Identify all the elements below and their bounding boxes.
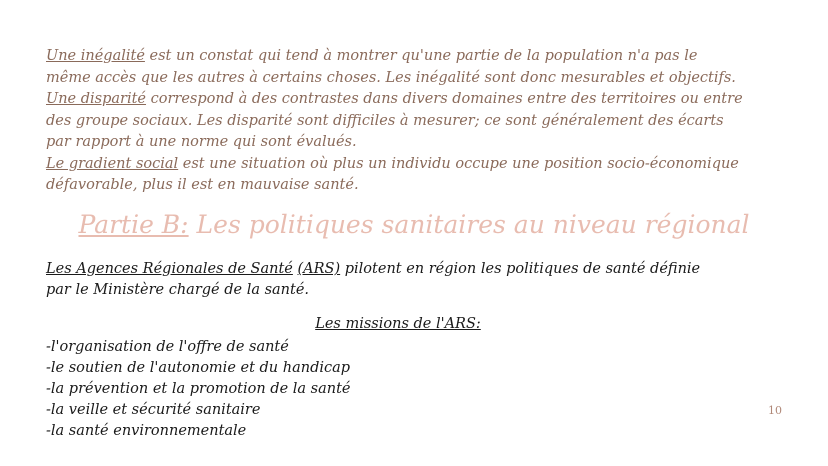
definition-text: est une situation où plus un individu occupe une position socio-économique défavorable, plus il est en mauvaise santé. (46, 155, 739, 193)
mission-item: -la veille et sécurité sanitaire (46, 402, 261, 418)
mission-item: -la santé environnementale (46, 423, 247, 439)
definitions-block (46, 46, 746, 197)
definition-term: Une inégalité (46, 48, 145, 64)
definition-term: Une disparité (46, 91, 147, 107)
missions-title: Les missions de l'ARS: (315, 316, 481, 332)
part-heading (0, 210, 828, 239)
mission-item: -le soutien de l'autonomie et du handicap (46, 360, 351, 376)
ars-paragraph (46, 259, 726, 301)
definition-gradient-social (46, 154, 746, 197)
mission-item: -l'organisation de l'offre de santé (46, 339, 289, 355)
definition-disparite (46, 89, 746, 154)
missions-list (46, 337, 351, 442)
definition-inegalite (46, 46, 746, 89)
mission-item: -la prévention et la promotion de la santé (46, 381, 351, 397)
ars-text: pilotent en région les politiques de santé définie par le Ministère chargé de la santé. (46, 261, 701, 298)
definition-text: correspond à des contrastes dans divers domaines entre des territoires ou entre des groupe sociaux. Les disparité sont difficiles à mesurer; ce sont généralement des écarts par rapport à une norme qui sont évalués. (46, 91, 743, 150)
page-number: 10 (768, 404, 782, 417)
definition-text: est un constat qui tend à montrer qu'une partie de la population n'a pas le même accès que les autres à certains choses. Les inégalité sont donc mesurables et objectifs. (46, 48, 736, 86)
definition-term: Le gradient social (46, 155, 179, 172)
ars-abbreviation: (ARS) (297, 261, 341, 277)
part-title-text: Les politiques sanitaires au niveau régional (188, 210, 750, 239)
part-label: Partie B: (78, 210, 189, 239)
ars-agency-name: Les Agences Régionales de Santé (46, 261, 293, 277)
